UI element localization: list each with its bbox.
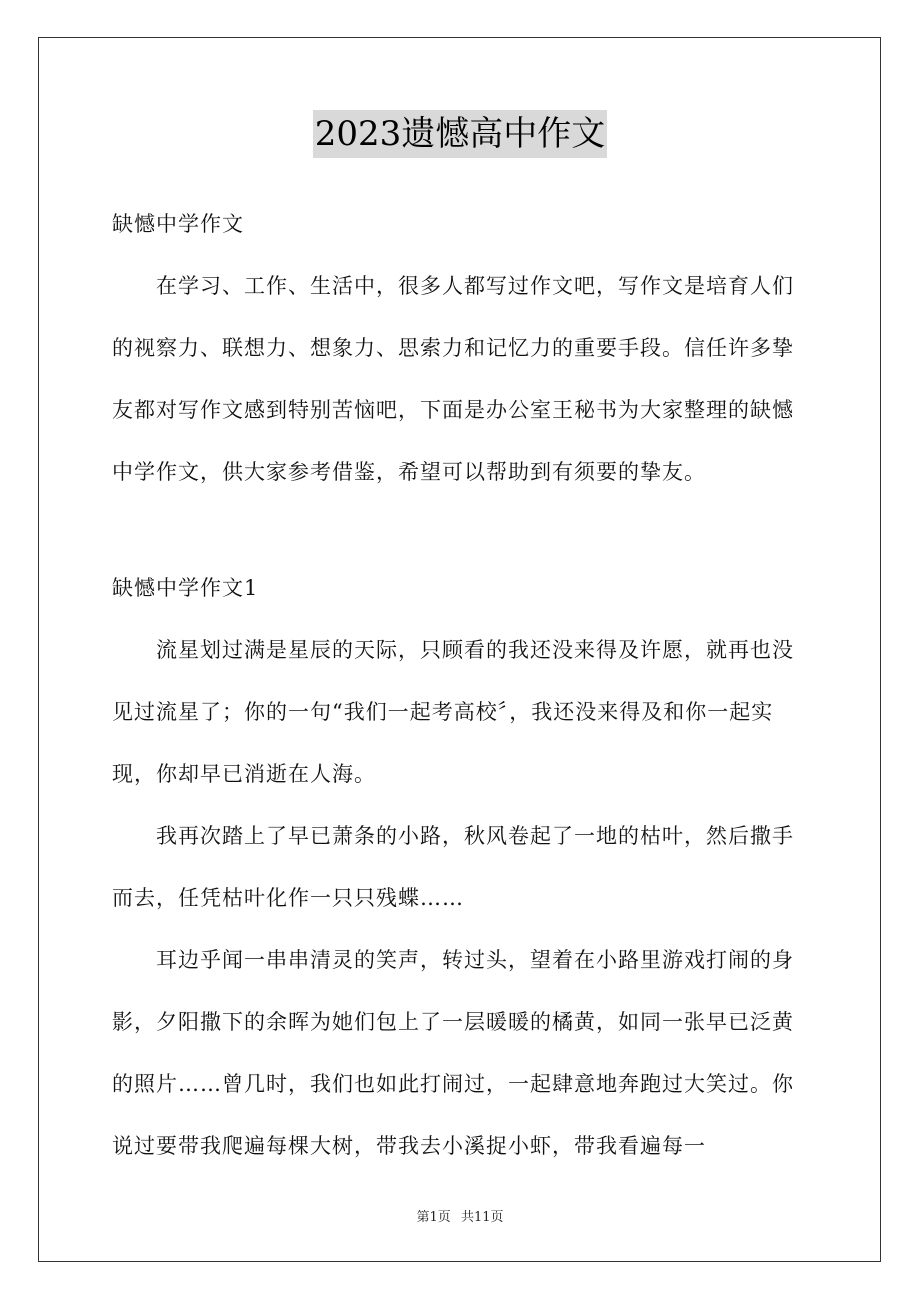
document-body <box>112 193 812 1177</box>
section-heading: 缺憾中学作文 <box>112 212 244 236</box>
body-paragraph: 流星划过满是星辰的天际，只顾看的我还没来得及许愿，就再也没见过流星了；你的一句“我们一起考高校〞，我还没来得及和你一起实现，你却早已消逝在人海。 <box>112 638 794 786</box>
document-title: 2023遗憾高中作文 <box>313 110 608 158</box>
body-paragraph: 耳边乎闻一串串清灵的笑声，转过头，望着在小路里游戏打闹的身影，夕阳撒下的余晖为她们包上了一层暖暖的橘黄，如同一张早已泛黄的照片……曾几时，我们也如此打闹过，一起肆意地奔跑过大笑过。你说过要带我爬遍每棵大树，带我去小溪捉小虾，带我看遍每一 <box>112 948 794 1158</box>
page-footer <box>0 1206 920 1225</box>
section-spacer <box>112 503 812 557</box>
intro-paragraph: 在学习、工作、生活中，很多人都写过作文吧，写作文是培育人们的视察力、联想力、想象力、思索力和记忆力的重要手段。信任许多挚友都对写作文感到特别苦恼吧，下面是办公室王秘书为大家整理的缺憾中学作文，供大家参考借鉴，希望可以帮助到有须要的挚友。 <box>112 274 794 484</box>
page-total: 共11页 <box>460 1210 504 1225</box>
title-container <box>0 110 920 158</box>
essay-heading: 缺憾中学作文1 <box>112 576 259 600</box>
page-number: 第1页 <box>416 1210 451 1225</box>
body-paragraph: 我再次踏上了早已萧条的小路，秋风卷起了一地的枯叶，然后撒手而去，任凭枯叶化作一只只残蝶…… <box>112 824 794 910</box>
